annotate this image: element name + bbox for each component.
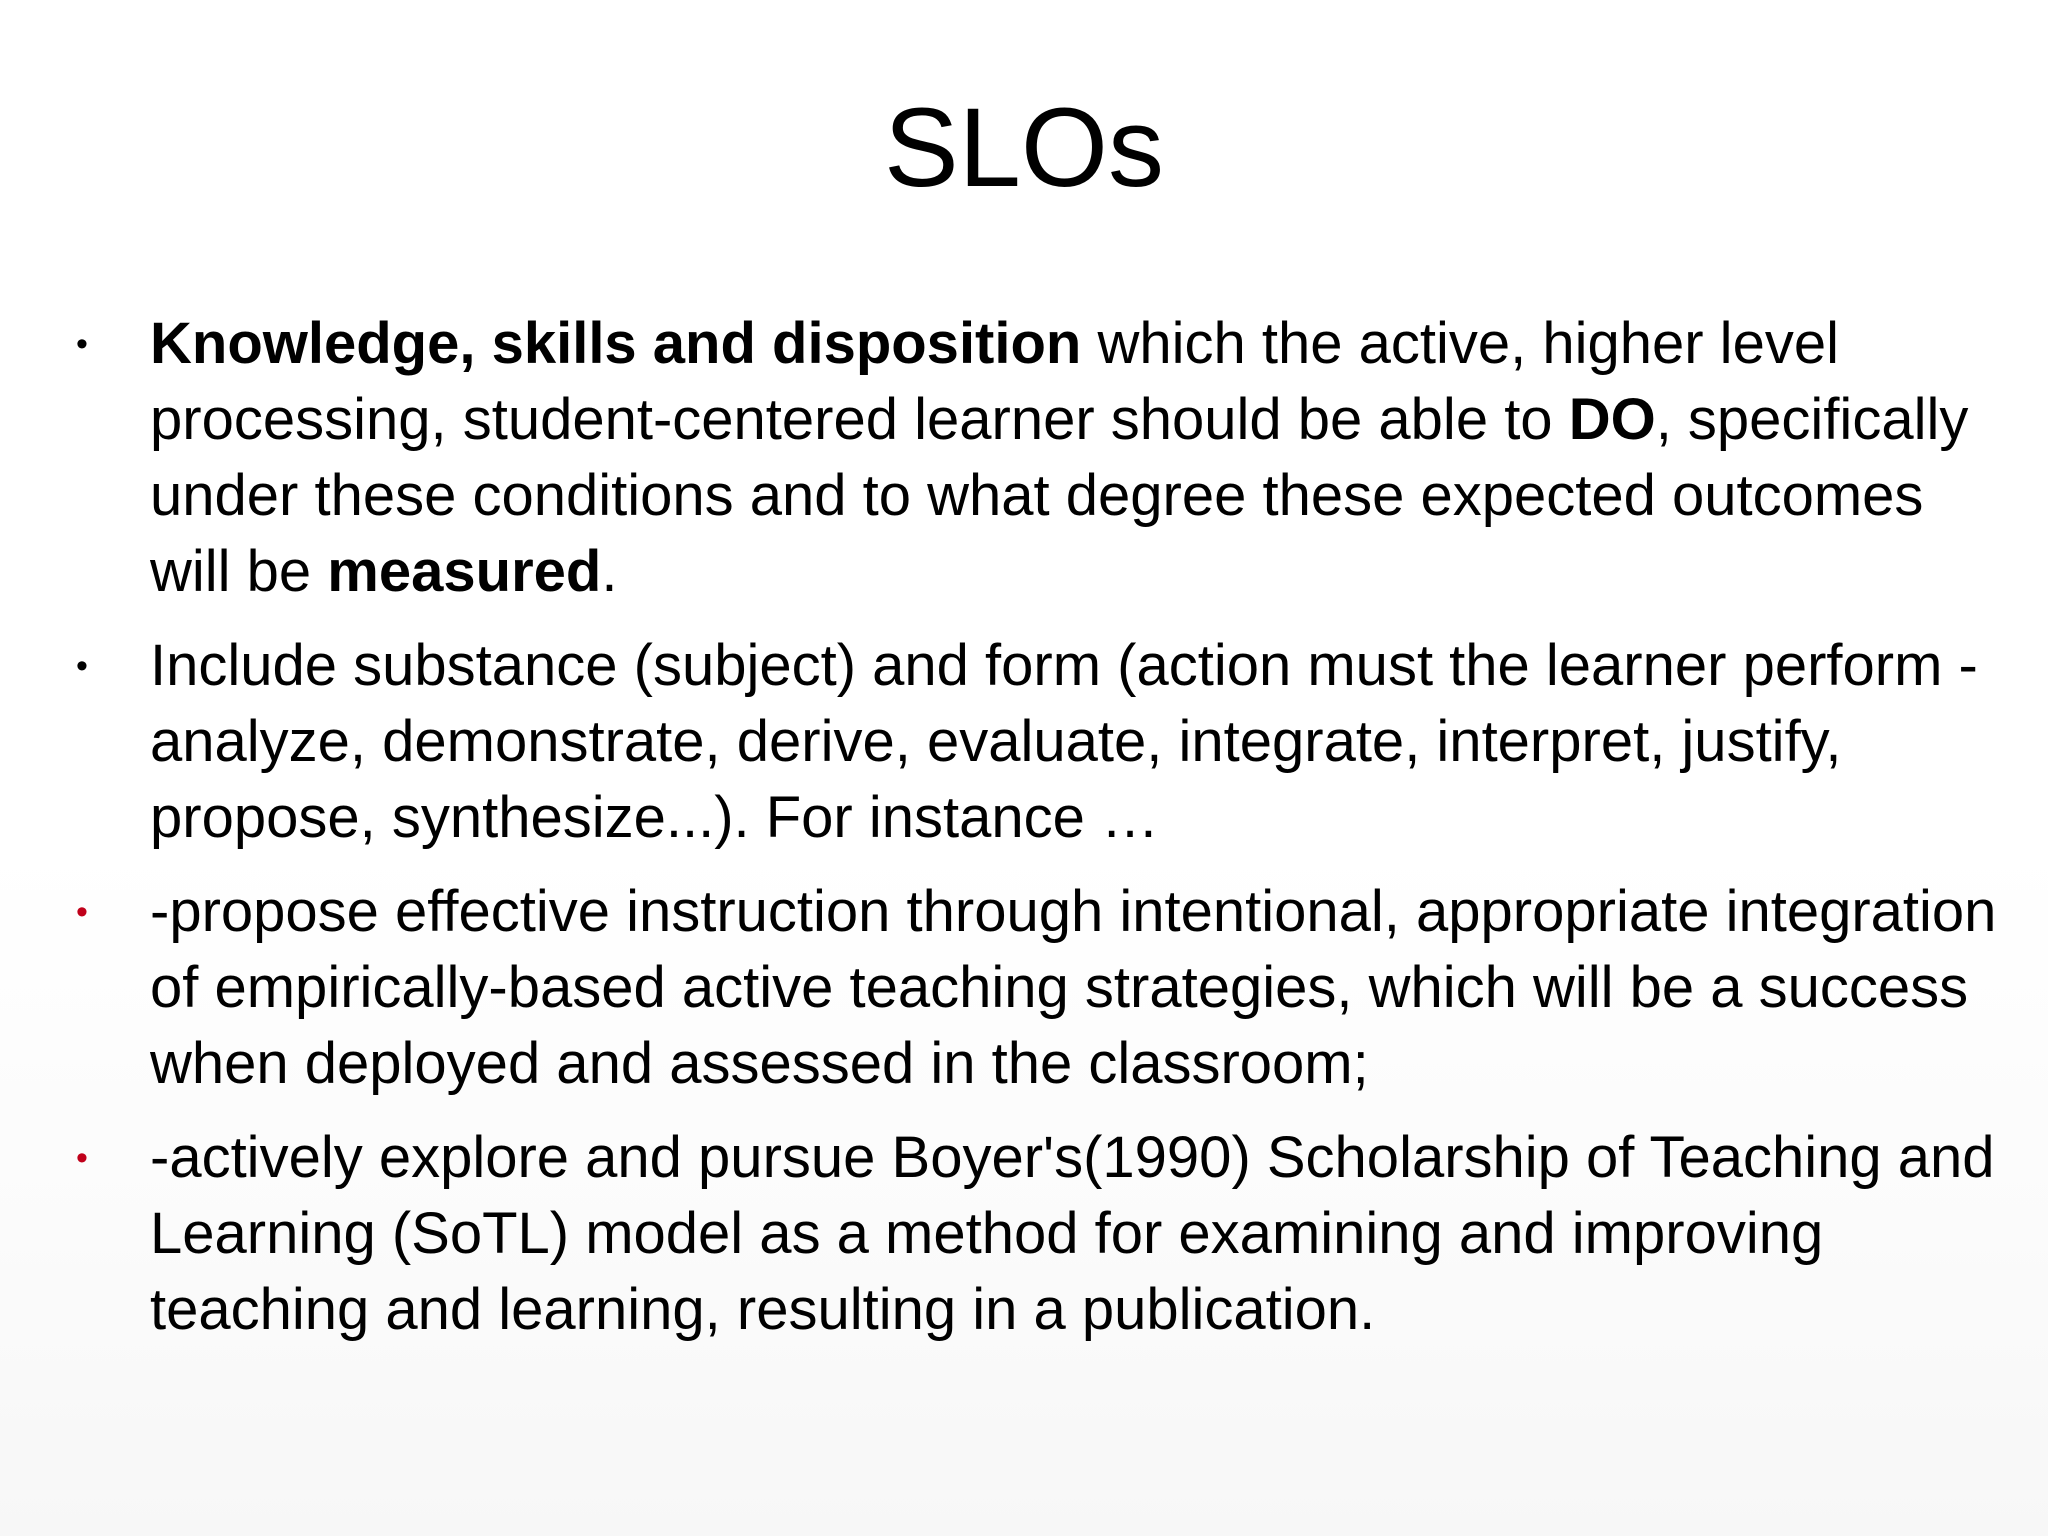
text-run: . — [601, 539, 618, 604]
bullet-item-3 — [76, 874, 2010, 1102]
bullet-marker-icon: • — [76, 893, 88, 931]
bold-phrase: DO — [1568, 387, 1656, 452]
bullet-item-4 — [76, 1120, 2010, 1348]
bullet-text: -actively explore and pursue Boyer's(1990) Scholarship of Teaching and Learning (SoTL) model as a method for examining and improving teaching and learning, resulting in a publication. — [150, 1125, 1995, 1342]
text-run: which the active, higher level processing, student-centered learner should be able to — [150, 311, 1839, 452]
bold-phrase: measured — [327, 539, 602, 604]
bullet-item-2 — [76, 628, 2010, 856]
text-run: , specifically under these conditions and to what degree these expected outcomes will be — [150, 387, 1969, 604]
bullet-text: -propose effective instruction through intentional, appropriate integration of empirically-based active teaching strategies, which will be a success when deployed and assessed in the classroom; — [150, 879, 1997, 1096]
slide-title: SLOs — [883, 85, 1165, 210]
bullet-text — [150, 311, 1968, 604]
bold-phrase: Knowledge, skills and disposition — [150, 311, 1082, 376]
bullet-text: Include substance (subject) and form (action must the learner perform -analyze, demonstrate, derive, evaluate, integrate, interpret, justify, propose, synthesize...). For instance … — [150, 633, 1978, 850]
bullet-marker-icon: • — [76, 1139, 88, 1177]
bullet-item-1 — [76, 306, 2010, 610]
bullet-list — [76, 306, 2010, 1366]
bullet-marker-icon: • — [76, 647, 88, 685]
bullet-marker-icon: • — [76, 325, 88, 363]
